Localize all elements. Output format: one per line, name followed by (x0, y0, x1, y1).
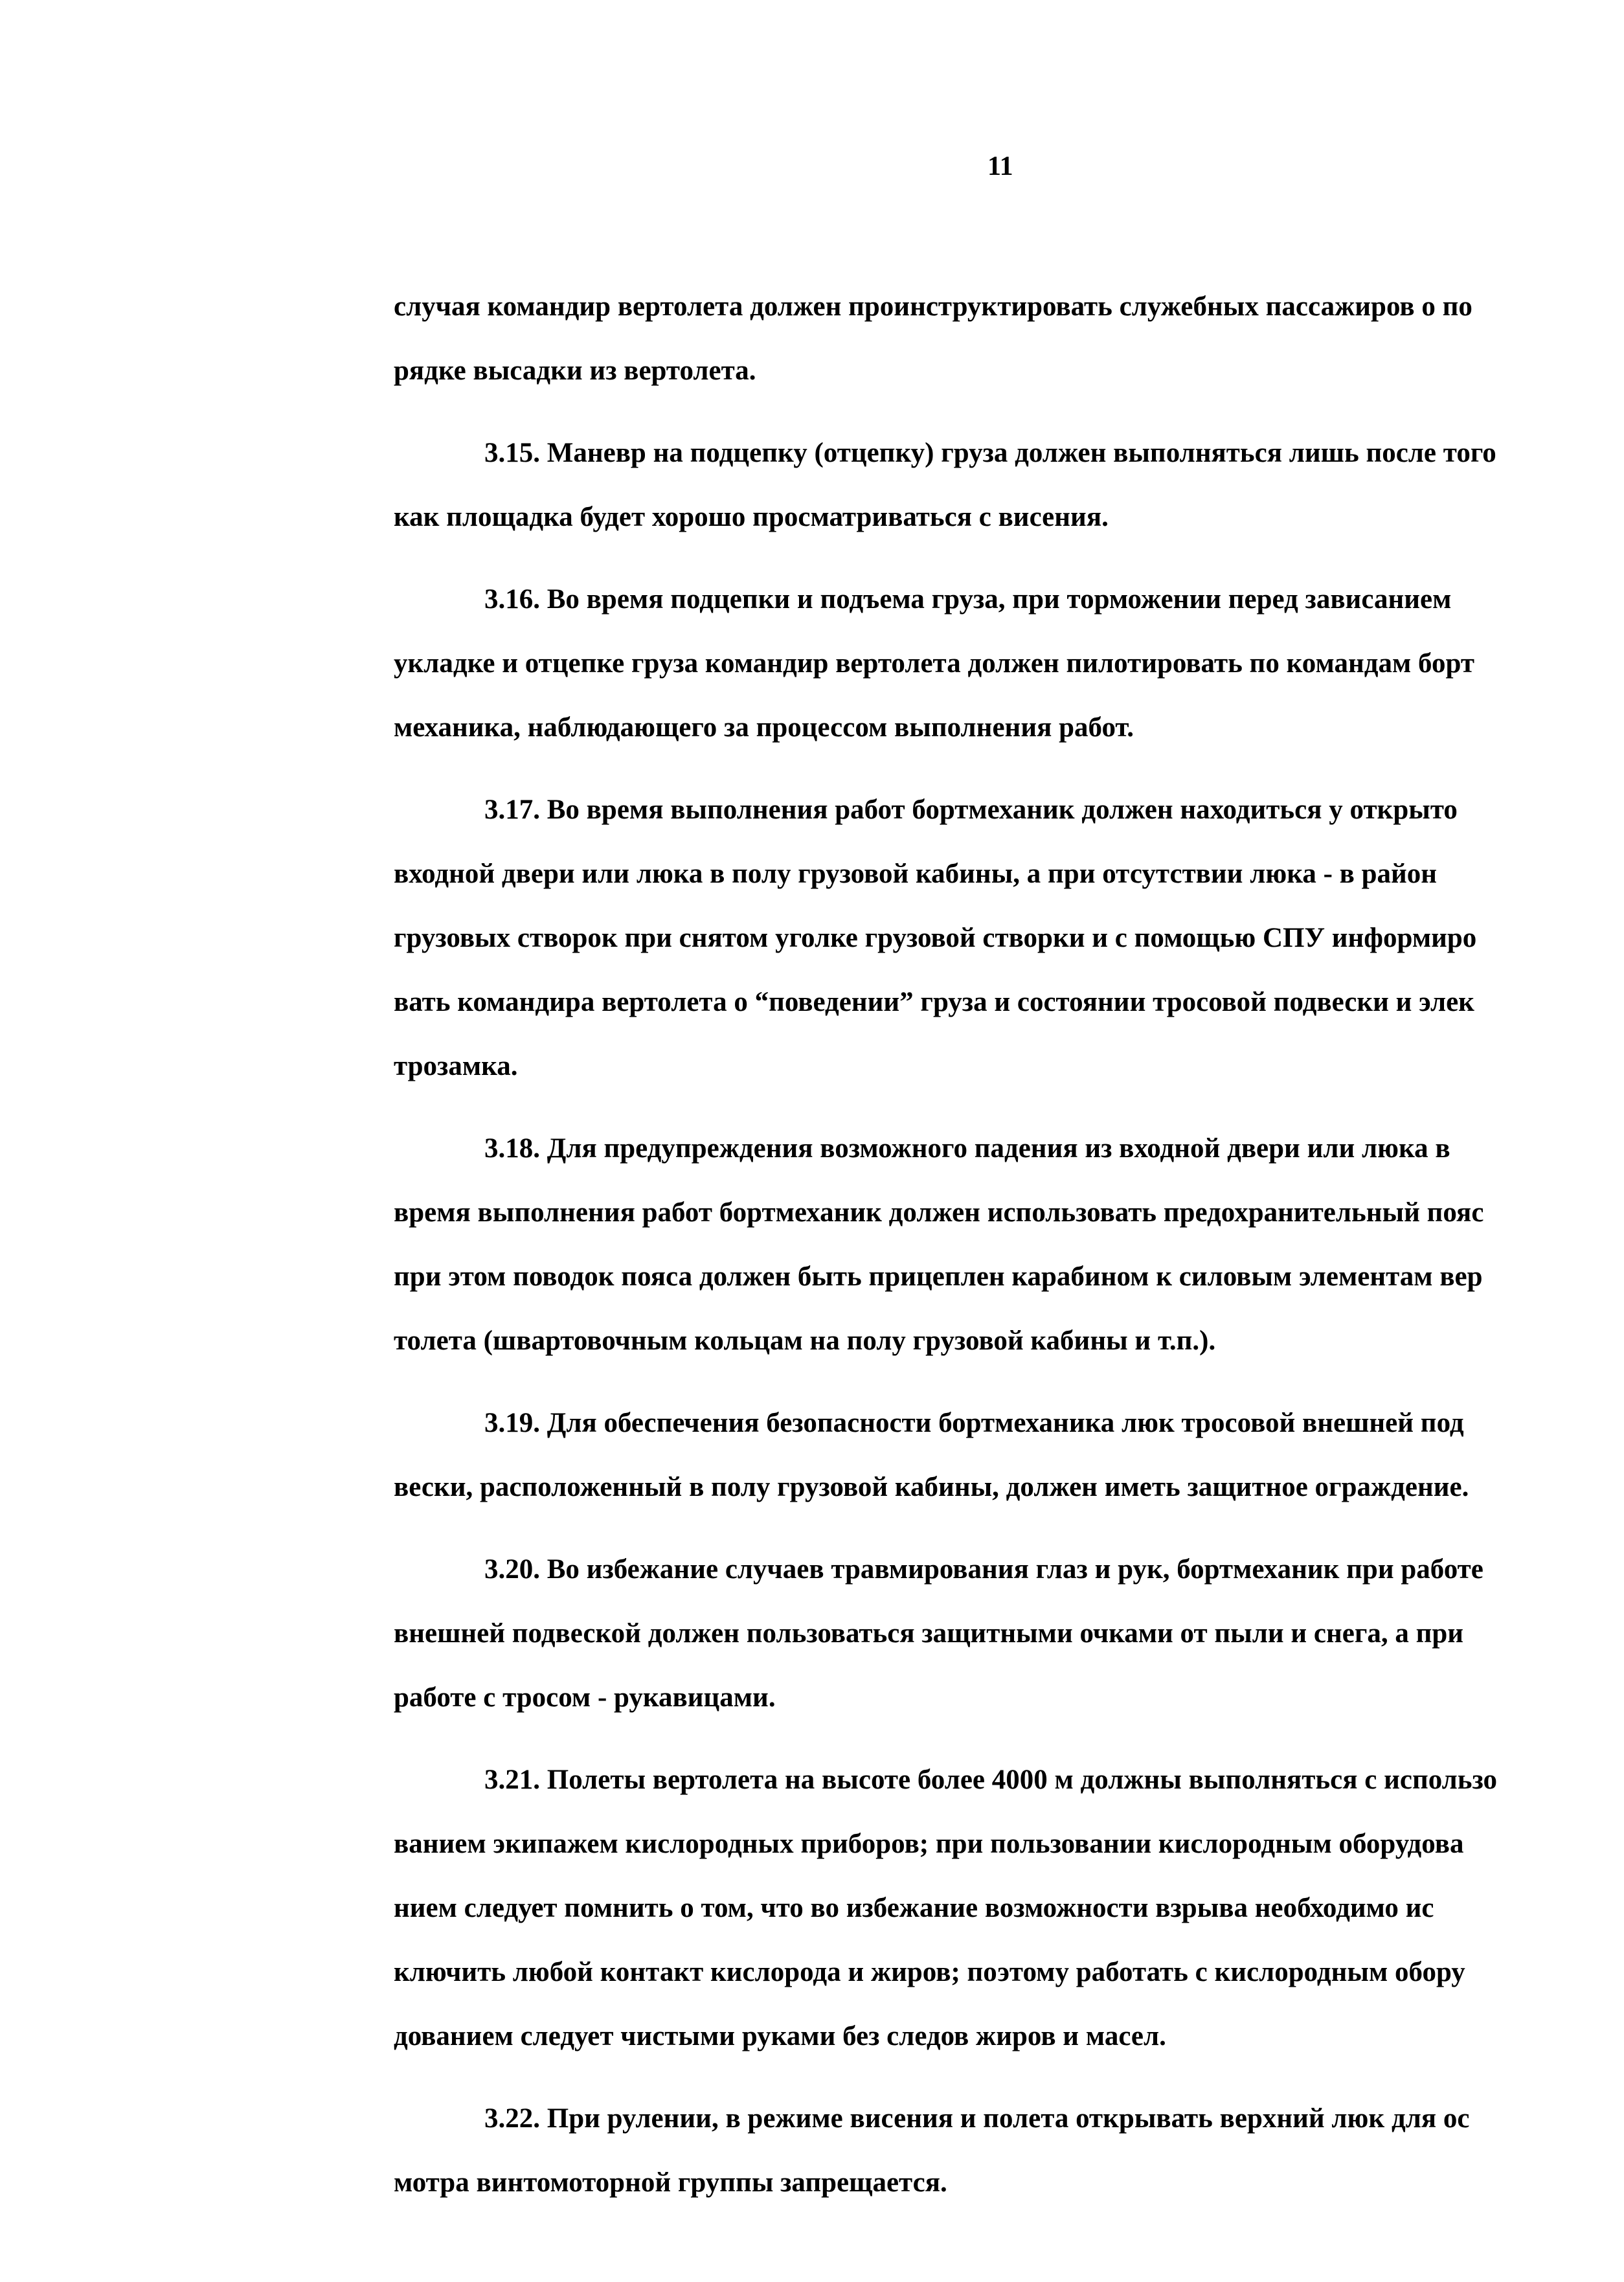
document-body (394, 275, 1624, 2215)
text-line: 3.21. Полеты вертолета на высоте более 4000 м должны выполняться с использо (484, 1765, 1498, 1795)
paragraph-3-21 (394, 1748, 1624, 2068)
paragraph-3-17 (394, 778, 1624, 1098)
text-line: 3.16. Во время подцепки и подъема груза, при торможении перед зависанием (484, 584, 1452, 615)
text-line: 3.17. Во время выполнения работ бортмеханик должен находиться у открыто (484, 795, 1458, 825)
text-line: вать командира вертолета о “поведении” груза и состоянии тросовой подвески и элек (394, 987, 1474, 1017)
paragraph-3-18 (394, 1116, 1624, 1373)
paragraph-3-22 (394, 2086, 1624, 2215)
paragraph-3-19 (394, 1391, 1624, 1519)
text-line: ванием экипажем кислородных приборов; при пользовании кислородным оборудова (394, 1829, 1464, 1859)
text-line: 3.22. При рулении, в режиме висения и полета открывать верхний люк для ос (484, 2103, 1470, 2134)
text-line: толета (швартовочным кольцам на полу грузовой кабины и т.п.). (394, 1326, 1216, 1356)
text-line: ключить любой контакт кислорода и жиров; поэтому работать с кислородным обору (394, 1957, 1465, 1987)
paragraph-3-15 (394, 421, 1624, 549)
text-line: внешней подвеской должен пользоваться защитными очками от пыли и снега, а при (394, 1618, 1464, 1649)
text-line: работе с тросом - рукавицами. (394, 1682, 776, 1713)
text-line: случая командир вертолета должен проинструктировать служебных пассажиров о по (394, 291, 1472, 322)
text-line: 3.15. Маневр на подцепку (отцепку) груза должен выполняться лишь после того (484, 438, 1496, 468)
paragraph-3-14-continuation (394, 275, 1624, 403)
text-line: мотра винтомоторной группы запрещается. (394, 2167, 947, 2198)
text-line: механика, наблюдающего за процессом выполнения работ. (394, 712, 1134, 743)
text-line: нием следует помнить о том, что во избежание возможности взрыва необходимо ис (394, 1893, 1434, 1923)
text-line: трозамка. (394, 1051, 518, 1081)
text-line: при этом поводок пояса должен быть прицеплен карабином к силовым элементам вер (394, 1261, 1483, 1292)
text-line: дованием следует чистыми руками без следов жиров и масел. (394, 2021, 1166, 2051)
text-line: 3.20. Во избежание случаев травмирования глаз и рук, бортмеханик при работе (484, 1554, 1483, 1585)
text-line: входной двери или люка в полу грузовой кабины, а при отсутствии люка - в район (394, 859, 1438, 889)
text-line: грузовых створок при снятом уголке грузовой створки и с помощью СПУ информиро (394, 923, 1477, 953)
text-line: как площадка будет хорошо просматриваться с висения. (394, 502, 1109, 532)
text-line: рядке высадки из вертолета. (394, 356, 756, 386)
page-number: 11 (987, 152, 1013, 181)
paragraph-3-20 (394, 1537, 1624, 1730)
paragraph-3-16 (394, 567, 1624, 760)
text-line: время выполнения работ бортмеханик должен использовать предохранительный пояс (394, 1197, 1484, 1228)
text-line: 3.18. Для предупреждения возможного падения из входной двери или люка в (484, 1133, 1450, 1164)
text-line: 3.19. Для обеспечения безопасности бортмеханика люк тросовой внешней под (484, 1408, 1464, 1438)
text-line: вески, расположенный в полу грузовой кабины, должен иметь защитное ограждение. (394, 1472, 1469, 1502)
text-line: укладке и отцепке груза командир вертолета должен пилотировать по командам борт (394, 648, 1474, 679)
